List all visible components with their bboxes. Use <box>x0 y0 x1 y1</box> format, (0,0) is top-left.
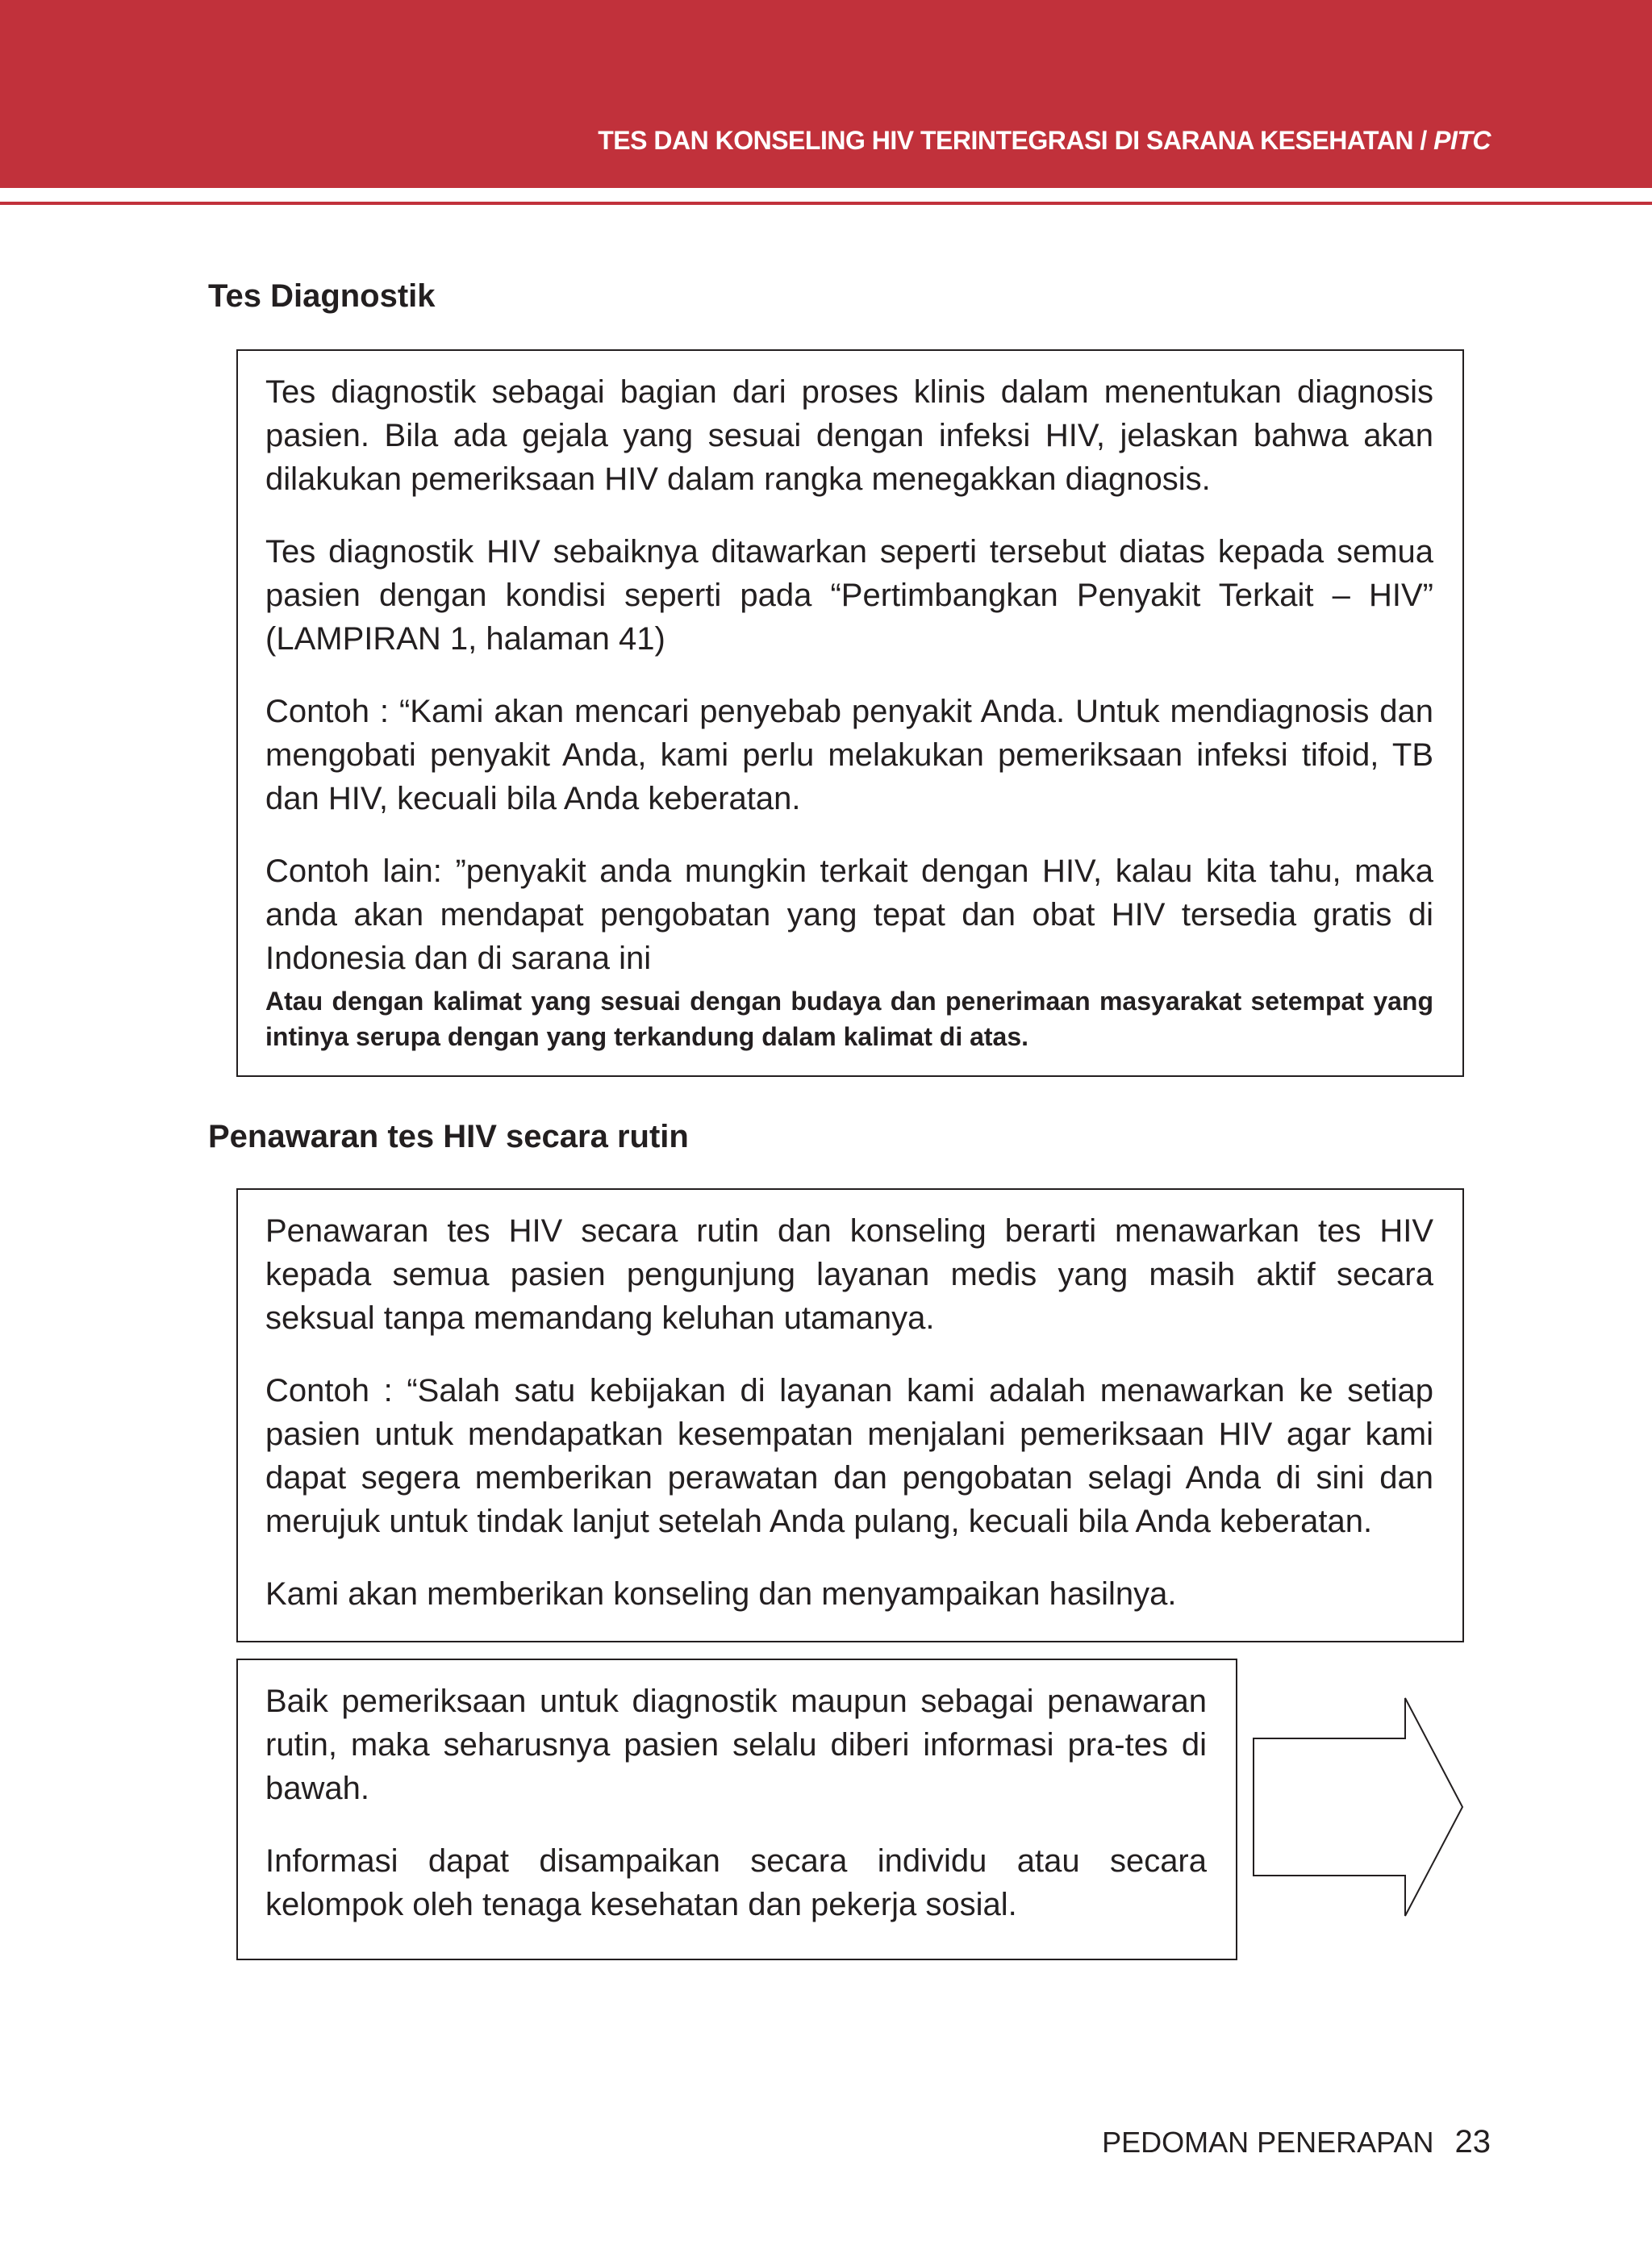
header-rule <box>0 202 1652 205</box>
paragraph: Penawaran tes HIV secara rutin dan konseling berarti menawarkan tes HIV kepada semua pasien pengunjung layanan medis yang masih aktif secara seksual tanpa memandang keluhan utamanya. <box>265 1213 1433 1336</box>
paragraph: Tes diagnostik HIV sebaiknya ditawarkan seperti tersebut diatas kepada semua pasien dengan kondisi seperti pada “Pertimbangkan Penyakit Terkait – HIV” (LAMPIRAN 1, halaman 41) <box>265 534 1433 657</box>
paragraph: Kami akan memberikan konseling dan menyampaikan hasilnya. <box>265 1576 1177 1612</box>
paragraph: Contoh : “Salah satu kebijakan di layanan kami adalah menawarkan ke setiap pasien untuk mendapatkan kesempatan menjalani pemeriksaan HIV agar kami dapat segera memberikan perawatan dan pengobatan selagi Anda di sini dan merujuk untuk tindak lanjut setelah Anda pulang, kecuali bila Anda keberatan. <box>265 1373 1433 1539</box>
bold-note: Atau dengan kalimat yang sesuai dengan budaya dan penerimaan masyarakat setempat yang intinya serupa dengan yang terkandung dalam kalimat di atas. <box>265 987 1433 1051</box>
paragraph: Baik pemeriksaan untuk diagnostik maupun sebagai penawaran rutin, maka seharusnya pasien selalu diberi informasi pra-tes di bawah. <box>265 1684 1207 1806</box>
page-number: 23 <box>1454 2124 1491 2160</box>
running-header-title <box>598 126 1491 156</box>
header-title-main: TES DAN KONSELING HIV TERINTEGRASI DI SARANA KESEHATAN / <box>598 126 1434 155</box>
page-footer <box>1102 2124 1491 2160</box>
header-title-italic: PITC <box>1433 126 1491 155</box>
section-heading-penawaran-rutin: Penawaran tes HIV secara rutin <box>208 1119 689 1154</box>
header-band <box>0 0 1652 188</box>
paragraph: Contoh : “Kami akan mencari penyebab penyakit Anda. Untuk mendiagnosis dan mengobati penyakit Anda, kami perlu melakukan pemeriksaan infeksi tifoid, TB dan HIV, kecuali bila Anda keberatan. <box>265 694 1433 816</box>
pre-test-info-box <box>236 1659 1237 1960</box>
footer-label: PEDOMAN PENERAPAN <box>1102 2126 1434 2159</box>
paragraph: Contoh lain: ”penyakit anda mungkin terkait dengan HIV, kalau kita tahu, maka anda akan mendapat pengobatan yang tepat dan obat HIV tersedia gratis di Indonesia dan di sarana ini <box>265 853 1433 976</box>
paragraph: Informasi dapat disampaikan secara individu atau secara kelompok oleh tenaga kesehatan dan pekerja sosial. <box>265 1843 1207 1922</box>
paragraph: Tes diagnostik sebagai bagian dari proses klinis dalam menentukan diagnosis pasien. Bila ada gejala yang sesuai dengan infeksi HIV, jelaskan bahwa akan dilakukan pemeriksaan HIV dalam rangka menegakkan diagnosis. <box>265 374 1433 497</box>
routine-offer-box <box>236 1188 1464 1642</box>
diagnostic-test-box <box>236 349 1464 1077</box>
section-heading-tes-diagnostik: Tes Diagnostik <box>208 278 436 314</box>
right-arrow-icon <box>1250 1694 1468 1920</box>
